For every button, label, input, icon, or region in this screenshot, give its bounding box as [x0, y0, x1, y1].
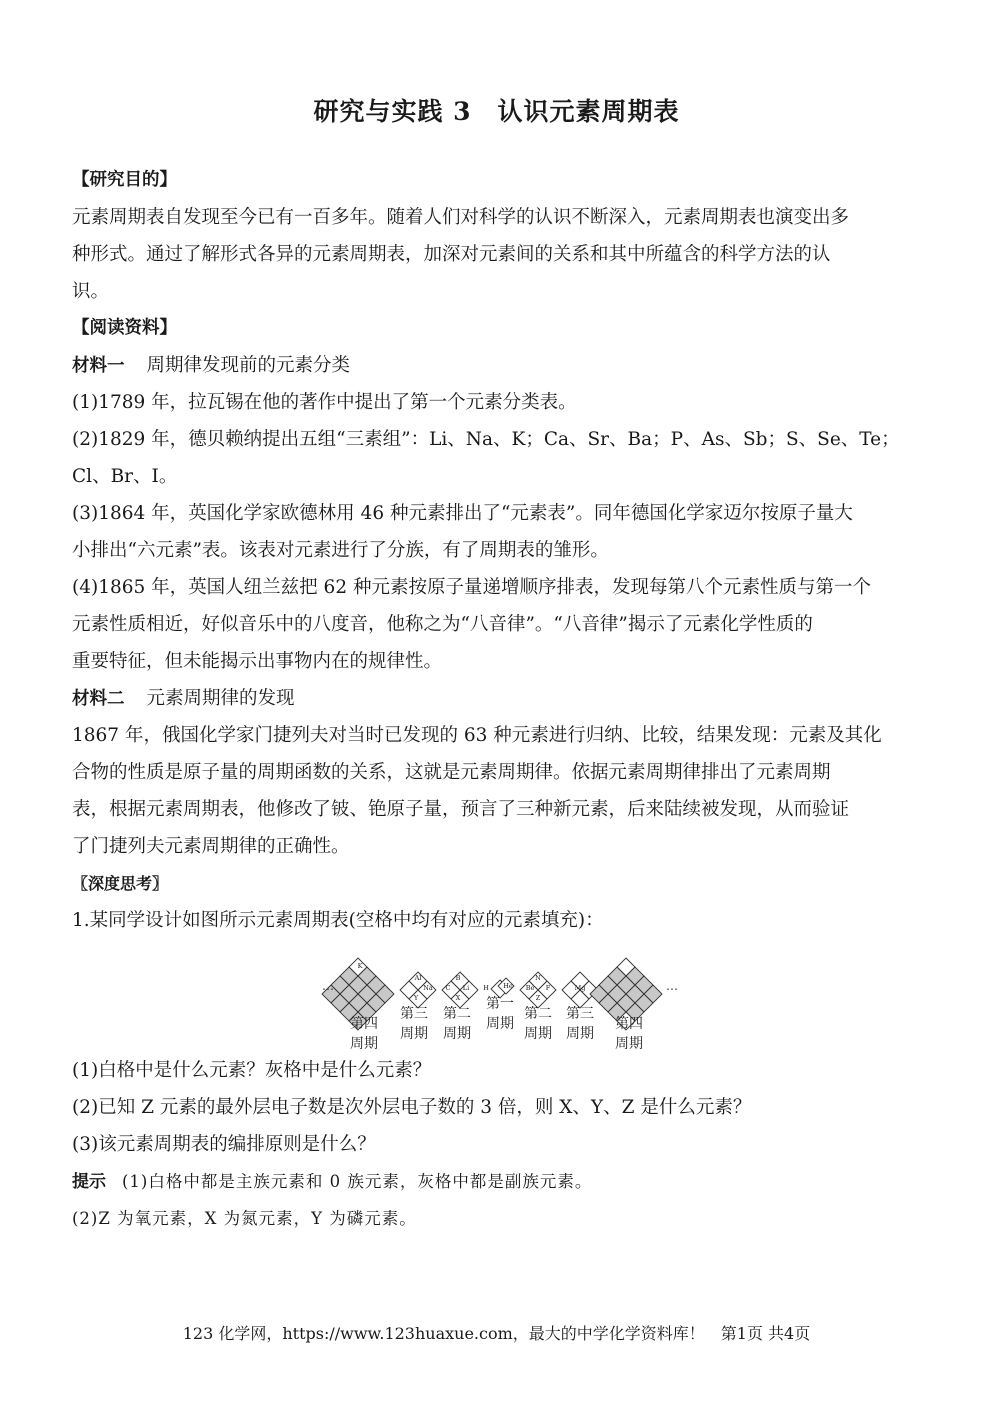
- cell-label: Li: [462, 984, 470, 992]
- cell-label: Be: [525, 984, 535, 992]
- material1-line: 小排出“六元素”表。该表对元素进行了分族，有了周期表的雏形。: [72, 540, 609, 561]
- sub-question: (2)已知 Z 元素的最外层电子数是次外层电子数的 3 倍，则 X、Y、Z 是什么元素？: [72, 1097, 752, 1118]
- period-label: 第三: [566, 1006, 594, 1022]
- hint-line: [72, 1163, 922, 1200]
- period-label: 第二: [443, 1006, 471, 1022]
- material2-line: 1867 年，俄国化学家门捷列夫对当时已发现的 63 种元素进行归纳、比较，结果发现：元素及其化: [72, 725, 882, 746]
- purpose-line: 元素周期表自发现至今已有一百多年。随着人们对科学的认识不断深入，元素周期表也演变出多: [72, 207, 850, 228]
- material2-label: 材料二: [72, 689, 125, 709]
- period-label: 第一: [486, 996, 514, 1012]
- cell-label: K: [357, 962, 363, 970]
- hint-text: (2)Z 为氧元素，X 为氮元素，Y 为磷元素。: [72, 1209, 417, 1228]
- left-ellipsis: …: [322, 979, 334, 993]
- material2-heading: [72, 680, 922, 717]
- cell-label: Z: [535, 994, 541, 1002]
- material2-line: 了门捷列夫元素周期律的正确性。: [72, 836, 350, 857]
- cell-label: F: [545, 984, 551, 992]
- sub-question: (3)该元素周期表的编排原则是什么？: [72, 1134, 376, 1155]
- cell-label: Na: [423, 984, 433, 992]
- cell-label: Mg: [574, 984, 586, 992]
- material1-line: 重要特征，但未能揭示出事物内在的规律性。: [72, 651, 443, 672]
- thinking-heading: 〖深度思考〗: [72, 874, 169, 893]
- page-title: 研究与实践 3 认识元素周期表: [313, 97, 680, 126]
- page-footer: 123 化学网，https://www.123huaxue.com，最大的中学化学资料库！ 第1页 共4页: [182, 1324, 811, 1343]
- period-label: 第四: [350, 1016, 378, 1032]
- purpose-heading: 【研究目的】: [72, 170, 177, 190]
- purpose-line: 种形式。通过了解形式各异的元素周期表，加深对元素间的关系和其中所蕴含的科学方法的认: [72, 244, 831, 265]
- period-label: 周期: [615, 1036, 643, 1052]
- material1-line: (2)1829 年，德贝赖纳提出五组“三素组”：Li、Na、K；Ca、Sr、Ba；P、As、Sb；S、Se、Te；: [72, 429, 900, 450]
- period-label: 周期: [566, 1026, 594, 1042]
- material1-line: 元素性质相近，好似音乐中的八度音，他称之为“八音律”。“八音律”揭示了元素化学性质的: [72, 614, 813, 635]
- material2-line: 表，根据元素周期表，他修改了铍、铯原子量，预言了三种新元素，后来陆续被发现，从而验证: [72, 799, 850, 820]
- sub-question: (1)白格中是什么元素？灰格中是什么元素？: [72, 1060, 432, 1081]
- material1-line: (1)1789 年，拉瓦锡在他的著作中提出了第一个元素分类表。: [72, 392, 577, 413]
- hint-label: 提示: [72, 1172, 106, 1192]
- cell-label: X: [455, 994, 461, 1002]
- right-ellipsis: …: [666, 979, 678, 993]
- period-label: 周期: [400, 1026, 428, 1042]
- material2-title: 元素周期律的发现: [146, 688, 295, 709]
- cell-label: Al: [414, 974, 422, 982]
- period-label: 第二: [524, 1006, 552, 1022]
- document-body: [72, 162, 922, 1237]
- period-label: 周期: [350, 1036, 378, 1052]
- period-label: 第三: [400, 1006, 428, 1022]
- periodic-table-figure: [320, 950, 680, 1062]
- material1-title: 周期律发现前的元素分类: [146, 355, 351, 376]
- period-label: 周期: [486, 1016, 514, 1032]
- cell-label: Y: [413, 994, 419, 1002]
- material1-heading: [72, 347, 922, 384]
- cell-label: B: [455, 974, 461, 982]
- material1-line: (3)1864 年，英国化学家欧德林用 46 种元素排出了“元素表”。同年德国化学家迈尔按原子量大: [72, 503, 853, 524]
- period-label: 周期: [524, 1026, 552, 1042]
- material2-line: 合物的性质是原子量的周期函数的关系，这就是元素周期律。依据元素周期律排出了元素周期: [72, 762, 831, 783]
- cell-label: He: [503, 982, 513, 990]
- material1-line: Cl、Br、I。: [72, 466, 178, 487]
- question-1: 1.某同学设计如图所示元素周期表(空格中均有对应的元素填充)：: [72, 910, 604, 931]
- purpose-line: 识。: [72, 281, 110, 302]
- cell-label: H: [483, 984, 489, 992]
- material1-label: 材料一: [72, 356, 125, 376]
- cell-label: C: [445, 984, 451, 992]
- material1-line: (4)1865 年，英国人纽兰兹把 62 种元素按原子量递增顺序排表，发现每第八个元素性质与第一个: [72, 577, 871, 598]
- cell-label: N: [535, 974, 541, 982]
- period-label: 第四: [615, 1016, 643, 1032]
- reading-heading: 【阅读资料】: [72, 318, 177, 338]
- period-label: 周期: [443, 1026, 471, 1042]
- hint-text: (1)白格中都是主族元素和 0 族元素，灰格中都是副族元素。: [122, 1172, 593, 1191]
